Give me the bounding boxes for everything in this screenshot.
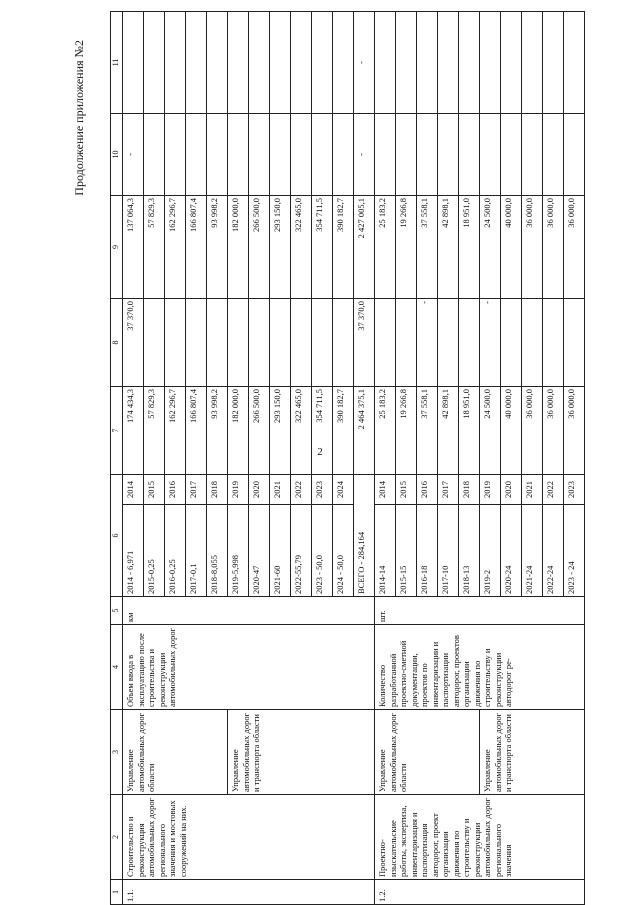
target-value-cell: 2014 - 6,971 bbox=[123, 505, 144, 597]
total-funding-cell: 174 434,3 bbox=[123, 387, 144, 475]
column-number: 11 bbox=[111, 12, 123, 114]
local-funding-cell bbox=[522, 114, 543, 196]
local-funding-cell bbox=[249, 114, 270, 196]
federal-funding-cell bbox=[522, 299, 543, 387]
local-funding-cell bbox=[438, 114, 459, 196]
year-cell: 2015 bbox=[396, 475, 417, 505]
federal-funding-cell bbox=[312, 299, 333, 387]
total-funding-cell: 390 182,7 bbox=[333, 387, 354, 475]
total-funding-cell: 182 000,0 bbox=[228, 387, 249, 475]
year-cell: 2018 bbox=[459, 475, 480, 505]
target-value-cell: 2017-10 bbox=[438, 505, 459, 597]
federal-funding-cell bbox=[249, 299, 270, 387]
federal-funding-cell bbox=[291, 299, 312, 387]
total-funding-cell: 36 000,0 bbox=[522, 387, 543, 475]
total-funding-cell: 24 500,0 bbox=[480, 387, 501, 475]
target-value-cell: 2020-24 bbox=[501, 505, 522, 597]
regional-funding-cell: 2 427 005,1 bbox=[354, 196, 375, 299]
regional-funding-cell: 25 183,2 bbox=[375, 196, 396, 299]
table-row bbox=[123, 12, 144, 905]
unit-cell: км bbox=[123, 597, 375, 625]
other-funding-cell bbox=[228, 12, 249, 114]
page-number: 2 bbox=[317, 446, 323, 458]
target-value-cell: 2020-47 bbox=[249, 505, 270, 597]
year-cell: 2020 bbox=[249, 475, 270, 505]
other-funding-cell bbox=[291, 12, 312, 114]
regional-funding-cell: 18 951,0 bbox=[459, 196, 480, 299]
other-funding-cell bbox=[249, 12, 270, 114]
total-funding-cell: 166 807,4 bbox=[186, 387, 207, 475]
regional-funding-cell: 36 000,0 bbox=[564, 196, 585, 299]
target-value-cell: 2014-14 bbox=[375, 505, 396, 597]
executor-cell: Управление автомобильных дорог области bbox=[123, 710, 228, 795]
year-cell: 2023 bbox=[564, 475, 585, 505]
year-cell: 2017 bbox=[186, 475, 207, 505]
local-funding-cell bbox=[207, 114, 228, 196]
total-funding-cell: 42 898,1 bbox=[438, 387, 459, 475]
other-funding-cell bbox=[564, 12, 585, 114]
year-cell: 2017 bbox=[438, 475, 459, 505]
other-funding-cell bbox=[312, 12, 333, 114]
target-value-cell: 2017-0,1 bbox=[186, 505, 207, 597]
total-label-cell: ВСЕГО - 284,164 bbox=[354, 475, 375, 597]
regional-funding-cell: 93 998,2 bbox=[207, 196, 228, 299]
target-value-cell: 2019-2 bbox=[480, 505, 501, 597]
other-funding-cell bbox=[207, 12, 228, 114]
regional-funding-cell: 36 000,0 bbox=[543, 196, 564, 299]
other-funding-cell: - bbox=[354, 12, 375, 114]
local-funding-cell bbox=[186, 114, 207, 196]
local-funding-cell: - bbox=[354, 114, 375, 196]
regional-funding-cell: 354 711,5 bbox=[312, 196, 333, 299]
other-funding-cell bbox=[543, 12, 564, 114]
target-value-cell: 2022-55,79 bbox=[291, 505, 312, 597]
table-row bbox=[375, 12, 396, 905]
local-funding-cell bbox=[333, 114, 354, 196]
column-number: 9 bbox=[111, 196, 123, 299]
federal-funding-cell bbox=[564, 299, 585, 387]
federal-funding-cell: 37 370,0 bbox=[123, 299, 144, 387]
regional-funding-cell: 322 465,0 bbox=[291, 196, 312, 299]
regional-funding-cell: 36 000,0 bbox=[522, 196, 543, 299]
federal-funding-cell bbox=[501, 299, 522, 387]
column-number: 5 bbox=[111, 597, 123, 625]
activity-cell: Строительство и реконструкция автомобильных дорог регионального значения и мостовых сооружений на них. bbox=[123, 795, 375, 880]
federal-funding-cell bbox=[375, 299, 396, 387]
total-funding-cell: 18 951,0 bbox=[459, 387, 480, 475]
total-funding-cell: 36 000,0 bbox=[564, 387, 585, 475]
federal-funding-cell: - bbox=[417, 299, 438, 387]
activity-cell: Проектно-изыскательские работы, экспертиза, инвентаризация и паспортизация автодорог, проект организации движения по строительству и реконструкции автомобильных дорог регионального значения bbox=[375, 795, 585, 880]
regional-funding-cell: 166 807,4 bbox=[186, 196, 207, 299]
target-value-cell: 2023 - 24 bbox=[564, 505, 585, 597]
year-cell: 2021 bbox=[270, 475, 291, 505]
total-funding-cell: 93 998,2 bbox=[207, 387, 228, 475]
federal-funding-cell bbox=[438, 299, 459, 387]
total-funding-cell: 162 296,7 bbox=[165, 387, 186, 475]
other-funding-cell bbox=[459, 12, 480, 114]
federal-funding-cell bbox=[459, 299, 480, 387]
regional-funding-cell: 37 558,1 bbox=[417, 196, 438, 299]
year-cell: 2016 bbox=[417, 475, 438, 505]
local-funding-cell bbox=[270, 114, 291, 196]
table-row bbox=[480, 12, 501, 905]
federal-funding-cell: - bbox=[480, 299, 501, 387]
total-funding-cell: 57 829,3 bbox=[144, 387, 165, 475]
column-number: 3 bbox=[111, 710, 123, 795]
target-value-cell: 2019-5,998 bbox=[228, 505, 249, 597]
target-value-cell: 2015-15 bbox=[396, 505, 417, 597]
federal-funding-cell bbox=[270, 299, 291, 387]
target-value-cell: 2015-0,25 bbox=[144, 505, 165, 597]
target-value-cell: 2016-0,25 bbox=[165, 505, 186, 597]
federal-funding-cell bbox=[165, 299, 186, 387]
other-funding-cell bbox=[165, 12, 186, 114]
local-funding-cell bbox=[501, 114, 522, 196]
column-number: 10 bbox=[111, 114, 123, 196]
target-value-cell: 2016-18 bbox=[417, 505, 438, 597]
landscape-table-page bbox=[72, 32, 610, 905]
target-value-cell: 2021-24 bbox=[522, 505, 543, 597]
year-cell: 2015 bbox=[144, 475, 165, 505]
executor-cell: Управление автомобильных дорог и транспорта области bbox=[480, 710, 585, 795]
column-number: 7 bbox=[111, 387, 123, 475]
total-funding-cell: 354 711,5 bbox=[312, 387, 333, 475]
other-funding-cell bbox=[123, 12, 144, 114]
local-funding-cell bbox=[564, 114, 585, 196]
regional-funding-cell: 24 500,0 bbox=[480, 196, 501, 299]
target-value-cell: 2018-13 bbox=[459, 505, 480, 597]
other-funding-cell bbox=[396, 12, 417, 114]
federal-funding-cell bbox=[186, 299, 207, 387]
total-funding-cell: 322 465,0 bbox=[291, 387, 312, 475]
year-cell: 2014 bbox=[123, 475, 144, 505]
federal-funding-cell bbox=[207, 299, 228, 387]
regional-funding-cell: 42 898,1 bbox=[438, 196, 459, 299]
other-funding-cell bbox=[522, 12, 543, 114]
other-funding-cell bbox=[501, 12, 522, 114]
total-funding-cell: 2 464 375,1 bbox=[354, 387, 375, 475]
table-row bbox=[228, 12, 249, 905]
year-cell: 2016 bbox=[165, 475, 186, 505]
year-cell: 2020 bbox=[501, 475, 522, 505]
year-cell: 2019 bbox=[228, 475, 249, 505]
regional-funding-cell: 19 266,8 bbox=[396, 196, 417, 299]
federal-funding-cell bbox=[144, 299, 165, 387]
federal-funding-cell bbox=[333, 299, 354, 387]
target-value-cell: 2022-24 bbox=[543, 505, 564, 597]
row-number-cell: 1.2. bbox=[375, 880, 585, 905]
rotated-sheet bbox=[72, 32, 610, 905]
indicator-cell: Количество разработанной проектно-сметной документации, проектов по инвентаризации и паспортизации автодорог, проектов организации движения по строительству и реконструкции автодорог ре- bbox=[375, 625, 585, 710]
indicator-cell: Объем ввода в эксплуатацию после строительства и реконструкции автомобильных дорог bbox=[123, 625, 375, 710]
federal-funding-cell bbox=[543, 299, 564, 387]
total-funding-cell: 19 266,8 bbox=[396, 387, 417, 475]
year-cell: 2022 bbox=[543, 475, 564, 505]
total-funding-cell: 25 183,2 bbox=[375, 387, 396, 475]
other-funding-cell bbox=[270, 12, 291, 114]
program-table bbox=[110, 11, 585, 905]
regional-funding-cell: 293 150,0 bbox=[270, 196, 291, 299]
total-funding-cell: 37 558,1 bbox=[417, 387, 438, 475]
year-cell: 2021 bbox=[522, 475, 543, 505]
unit-cell: шт. bbox=[375, 597, 585, 625]
other-funding-cell bbox=[144, 12, 165, 114]
regional-funding-cell: 57 829,3 bbox=[144, 196, 165, 299]
year-cell: 2014 bbox=[375, 475, 396, 505]
target-value-cell: 2024 - 50,0 bbox=[333, 505, 354, 597]
other-funding-cell bbox=[417, 12, 438, 114]
local-funding-cell bbox=[375, 114, 396, 196]
column-number: 1 bbox=[111, 880, 123, 905]
year-cell: 2022 bbox=[291, 475, 312, 505]
local-funding-cell bbox=[144, 114, 165, 196]
total-funding-cell: 36 000,0 bbox=[543, 387, 564, 475]
row-number-cell: 1.1. bbox=[123, 880, 375, 905]
other-funding-cell bbox=[375, 12, 396, 114]
other-funding-cell bbox=[186, 12, 207, 114]
other-funding-cell bbox=[480, 12, 501, 114]
local-funding-cell bbox=[165, 114, 186, 196]
year-cell: 2024 bbox=[333, 475, 354, 505]
local-funding-cell bbox=[228, 114, 249, 196]
local-funding-cell bbox=[396, 114, 417, 196]
column-number-row bbox=[111, 12, 123, 905]
executor-cell: Управление автомобильных дорог и транспорта области bbox=[228, 710, 375, 795]
total-funding-cell: 293 150,0 bbox=[270, 387, 291, 475]
local-funding-cell bbox=[312, 114, 333, 196]
column-number: 6 bbox=[111, 475, 123, 597]
federal-funding-cell: 37 370,0 bbox=[354, 299, 375, 387]
executor-cell: Управление автомобильных дорог области bbox=[375, 710, 480, 795]
federal-funding-cell bbox=[396, 299, 417, 387]
year-cell: 2019 bbox=[480, 475, 501, 505]
total-funding-cell: 40 000,0 bbox=[501, 387, 522, 475]
column-number: 8 bbox=[111, 299, 123, 387]
column-number: 4 bbox=[111, 625, 123, 710]
target-value-cell: 2023 - 50,0 bbox=[312, 505, 333, 597]
total-funding-cell: 266 500,0 bbox=[249, 387, 270, 475]
regional-funding-cell: 162 296,7 bbox=[165, 196, 186, 299]
local-funding-cell bbox=[291, 114, 312, 196]
year-cell: 2018 bbox=[207, 475, 228, 505]
regional-funding-cell: 137 064,3 bbox=[123, 196, 144, 299]
year-cell: 2023 bbox=[312, 475, 333, 505]
page-heading: Продолжение приложения №2 bbox=[72, 40, 86, 196]
other-funding-cell bbox=[333, 12, 354, 114]
federal-funding-cell bbox=[228, 299, 249, 387]
local-funding-cell bbox=[459, 114, 480, 196]
local-funding-cell bbox=[543, 114, 564, 196]
target-value-cell: 2021-60 bbox=[270, 505, 291, 597]
regional-funding-cell: 40 000,0 bbox=[501, 196, 522, 299]
target-value-cell: 2018-8,055 bbox=[207, 505, 228, 597]
local-funding-cell bbox=[417, 114, 438, 196]
regional-funding-cell: 182 000,0 bbox=[228, 196, 249, 299]
regional-funding-cell: 390 182,7 bbox=[333, 196, 354, 299]
column-number: 2 bbox=[111, 795, 123, 880]
local-funding-cell: - bbox=[123, 114, 144, 196]
regional-funding-cell: 266 500,0 bbox=[249, 196, 270, 299]
local-funding-cell bbox=[480, 114, 501, 196]
other-funding-cell bbox=[438, 12, 459, 114]
